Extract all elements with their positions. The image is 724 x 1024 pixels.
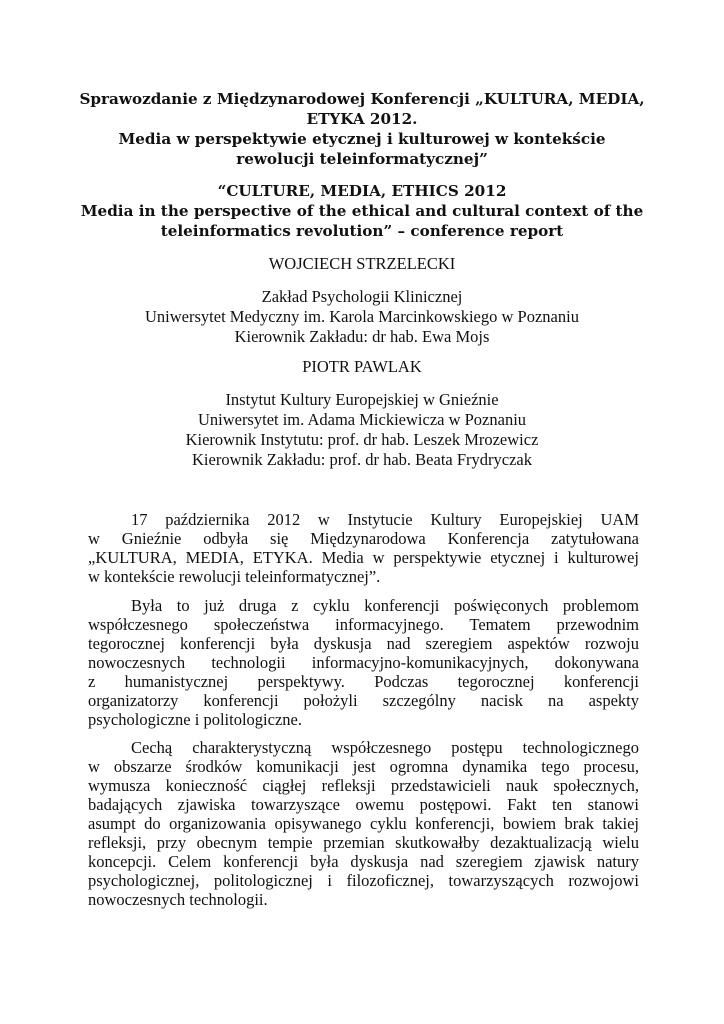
- author-name-2: [60, 357, 664, 377]
- body-paragraph-2: [88, 596, 639, 729]
- author-1-affiliation: [60, 287, 664, 347]
- paragraph-line: asumpt do organizowania opisywanego cyklu konferencji, bowiem brak takiej: [88, 814, 639, 833]
- paragraph-line: w Gnieźnie odbyła się Międzynarodowa Konferencja zatytułowana: [88, 529, 639, 548]
- english-title-line: Media in the perspective of the ethical and cultural context of the: [80, 202, 644, 220]
- author-name: WOJCIECH STRZELECKI: [268, 254, 456, 273]
- paragraph-line: w kontekście rewolucji teleinformatycznej”.: [88, 567, 381, 586]
- paragraph-line: refleksji, przy obecnym tempie przemian skutkowałby dezaktualizacją wielu: [88, 833, 639, 852]
- paragraph-line: wymusza konieczność ciągłej refleksji przedstawicieli nauk społecznych,: [88, 776, 639, 795]
- english-title-line: teleinformatics revolution” – conference report: [160, 222, 564, 240]
- author-2-affiliation: [60, 390, 664, 470]
- paragraph-line: psychologicznej, politologicznej i filozoficznej, towarzyszących rozwojowi: [88, 871, 639, 890]
- polish-title-line: Media w perspektywie etycznej i kulturowej w kontekście: [118, 130, 606, 148]
- paragraph-line: nowoczesnych technologii.: [88, 890, 268, 909]
- body-paragraph-3: [88, 738, 639, 909]
- affiliation-line: Kierownik Zakładu: dr hab. Ewa Mojs: [234, 327, 490, 346]
- english-title: [60, 181, 664, 241]
- author-name: PIOTR PAWLAK: [302, 357, 422, 376]
- polish-title-line: Sprawozdanie z Międzynarodowej Konferencji „KULTURA, MEDIA,: [79, 90, 645, 108]
- paragraph-line: z humanistycznej perspektywy. Podczas tegorocznej konferencji: [88, 672, 639, 691]
- affiliation-line: Uniwersytet im. Adama Mickiewicza w Poznaniu: [197, 410, 527, 429]
- paragraph-line: w obszarze środków komunikacji jest ogromna dynamika tego procesu,: [88, 757, 639, 776]
- body-paragraph-1: [88, 510, 639, 586]
- affiliation-line: Uniwersytet Medyczny im. Karola Marcinkowskiego w Poznaniu: [145, 307, 579, 326]
- paragraph-line: organizatorzy konferencji położyli szczególny nacisk na aspekty: [88, 691, 639, 710]
- paragraph-line: Cechą charakterystyczną współczesnego postępu technologicznego: [131, 738, 639, 757]
- affiliation-line: Kierownik Zakładu: prof. dr hab. Beata Frydryczak: [192, 450, 532, 469]
- affiliation-line: Instytut Kultury Europejskiej w Gnieźnie: [225, 390, 499, 409]
- paragraph-line: współczesnego społeczeństwa informacyjnego. Tematem przewodnim: [88, 615, 639, 634]
- affiliation-line: Zakład Psychologii Klinicznej: [261, 287, 463, 306]
- paragraph-line: 17 października 2012 w Instytucie Kultury Europejskiej UAM: [131, 510, 639, 529]
- paragraph-line: koncepcji. Celem konferencji była dyskusja nad szeregiem zjawisk natury: [88, 852, 639, 871]
- affiliation-line: Kierownik Instytutu: prof. dr hab. Leszek Mrozewicz: [185, 430, 539, 449]
- polish-title-line: rewolucji teleinformatycznej”: [236, 150, 488, 168]
- paragraph-line: psychologiczne i politologiczne.: [88, 710, 302, 729]
- paragraph-line: „KULTURA, MEDIA, ETYKA. Media w perspektywie etycznej i kulturowej: [88, 548, 639, 567]
- author-name-1: [60, 254, 664, 274]
- polish-title: [60, 89, 664, 169]
- paragraph-line: nowoczesnych technologii informacyjno-komunikacyjnych, dokonywana: [88, 653, 639, 672]
- paragraph-line: badających zjawiska towarzyszące owemu postępowi. Fakt ten stanowi: [88, 795, 639, 814]
- english-title-line: “CULTURE, MEDIA, ETHICS 2012: [217, 182, 507, 200]
- paragraph-line: Była to już druga z cyklu konferencji poświęconych problemom: [131, 596, 639, 615]
- paragraph-line: tegorocznej konferencji była dyskusja nad szeregiem aspektów rozwoju: [88, 634, 639, 653]
- polish-title-line: ETYKA 2012.: [306, 110, 418, 128]
